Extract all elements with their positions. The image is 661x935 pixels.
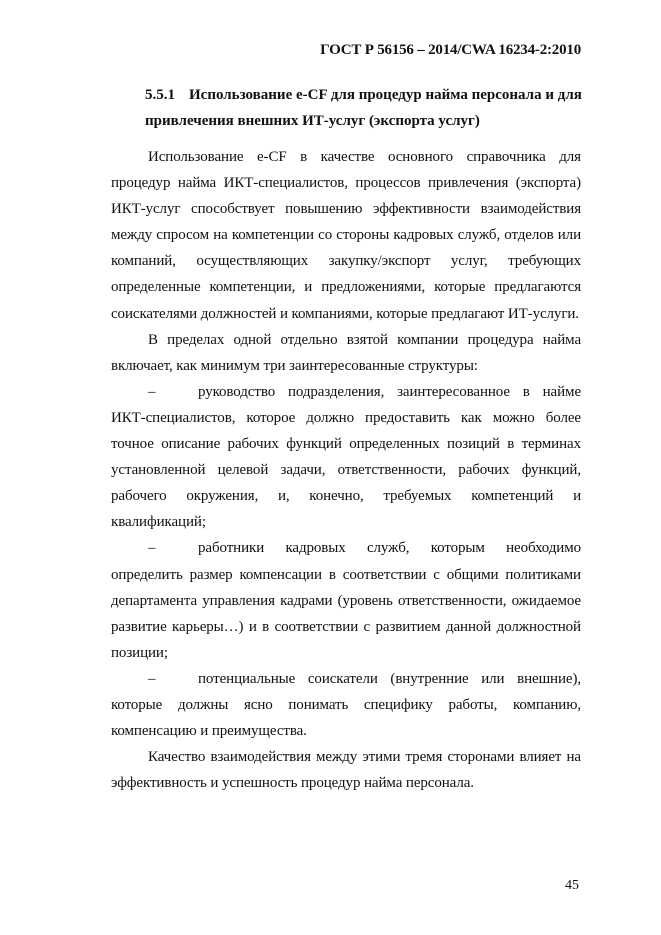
body-text xyxy=(111,144,581,796)
section-number: 5.5.1 xyxy=(145,87,175,103)
paragraph-intro: Использование e-CF в качестве основного справочника для процедур найма ИКТ-специалистов, процессов привлечения (экспорта) ИКТ-услуг способствует повышению эффективности взаимодействия между спросом на компетенции со стороны кадровых служб, отделов или компаний, осуществляющих закупку/экспорт услуг, требующих определенные компетенции, и предложениями, которые предлагаются соискателями должностей и компаниями, которые предлагают ИТ-услуги. xyxy=(111,149,581,322)
bullet-dash: – xyxy=(148,670,156,687)
list-item-text: потенциальные соискатели (внутренние или внешние), которые должны ясно понимать специфику работы, компанию, компенсацию и преимущества. xyxy=(111,670,581,740)
section-title-text: Использование e-CF для процедур найма персонала и для привлечения внешних ИТ-услуг (экспорта услуг) xyxy=(145,87,582,129)
list-item-text: руководство подразделения, заинтересованное в найме ИКТ-специалистов, которое должно предоставить как можно более точное описание рабочих функций определенных позиций в терминах установленной целевой задачи, ответственности, рабочих функций, рабочего окружения, и, конечно, требуемых компетенций и квалификаций; xyxy=(111,383,581,531)
list-item xyxy=(111,666,581,744)
page-number: 45 xyxy=(565,878,579,893)
paragraph-conclusion: Качество взаимодействия между этими тремя сторонами влияет на эффективность и успешность процедур найма персонала. xyxy=(111,749,581,792)
list-item xyxy=(111,379,581,536)
document-code-header: ГОСТ Р 56156 – 2014/CWA 16234-2:2010 xyxy=(320,42,581,58)
bullet-dash: – xyxy=(148,383,156,400)
bullet-dash: – xyxy=(148,540,156,557)
list-item xyxy=(111,535,581,665)
section-heading xyxy=(145,82,585,134)
paragraph-structures: В пределах одной отдельно взятой компании процедура найма включает, как минимум три заинтересованные структуры: xyxy=(111,331,581,374)
list-item-text: работники кадровых служб, которым необходимо определить размер компенсации в соответствии с общими политиками департамента управления кадрами (уровень ответственности, ожидаемое развитие карьеры…) и в соответствии с развитием данной должностной позиции; xyxy=(111,540,581,661)
